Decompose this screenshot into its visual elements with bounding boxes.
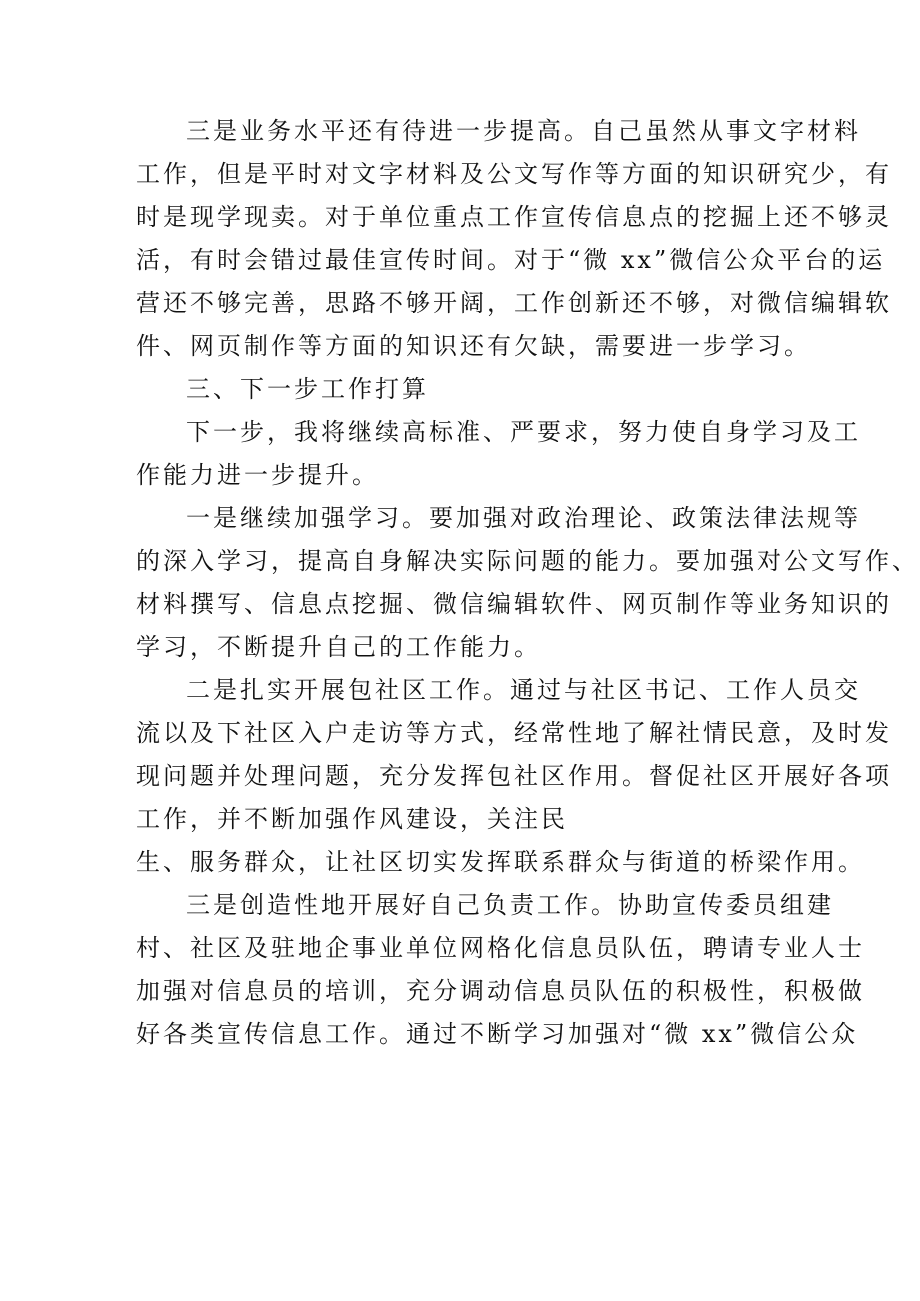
text-line-5: 营还不够完善，思路不够开阔，工作创新还不够，对微信编辑软 xyxy=(136,289,892,317)
text-line-16: 现问题并处理问题，充分发挥包社区作用。督促社区开展好各项 xyxy=(136,762,892,790)
text-line-3: 时是现学现卖。对于单位重点工作宣传信息点的挖掘上还不够灵 xyxy=(136,203,892,231)
section-heading: 三、下一步工作打算 xyxy=(186,375,429,403)
text-line-18: 生、服务群众，让社区切实发挥联系群众与街道的桥梁作用。 xyxy=(136,848,865,876)
text-line-20: 村、社区及驻地企事业单位网格化信息员队伍，聘请专业人士 xyxy=(136,934,865,962)
text-line-10: 一是继续加强学习。要加强对政治理论、政策法律法规等 xyxy=(186,504,861,532)
text-line-2: 工作，但是平时对文字材料及公文写作等方面的知识研究少，有 xyxy=(136,160,892,188)
text-line-6: 件、网页制作等方面的知识还有欠缺，需要进一步学习。 xyxy=(136,332,811,360)
text-line-19: 三是创造性地开展好自己负责工作。协助宣传委员组建 xyxy=(186,891,834,919)
text-line-4: 活，有时会错过最佳宣传时间。对于“微 xx”微信公众平台的运 xyxy=(136,246,886,274)
text-line-17: 工作，并不断加强作风建设，关注民 xyxy=(136,805,568,833)
text-line-1: 三是业务水平还有待进一步提高。自己虽然从事文字材料 xyxy=(186,117,861,145)
text-line-14: 二是扎实开展包社区工作。通过与社区书记、工作人员交 xyxy=(186,676,861,704)
text-line-15: 流以及下社区入户走访等方式，经常性地了解社情民意，及时发 xyxy=(136,719,892,747)
text-line-9: 作能力进一步提升。 xyxy=(136,461,379,489)
text-line-22: 好各类宣传信息工作。通过不断学习加强对“微 xx”微信公众 xyxy=(136,1020,859,1048)
text-line-11: 的深入学习，提高自身解决实际问题的能力。要加强对公文写作、 xyxy=(136,547,919,575)
text-line-21: 加强对信息员的培训，充分调动信息员队伍的积极性，积极做 xyxy=(136,977,865,1005)
text-line-13: 学习，不断提升自己的工作能力。 xyxy=(136,633,541,661)
text-line-12: 材料撰写、信息点挖掘、微信编辑软件、网页制作等业务知识的 xyxy=(136,590,892,618)
text-line-8: 下一步，我将继续高标准、严要求，努力使自身学习及工 xyxy=(186,418,861,446)
